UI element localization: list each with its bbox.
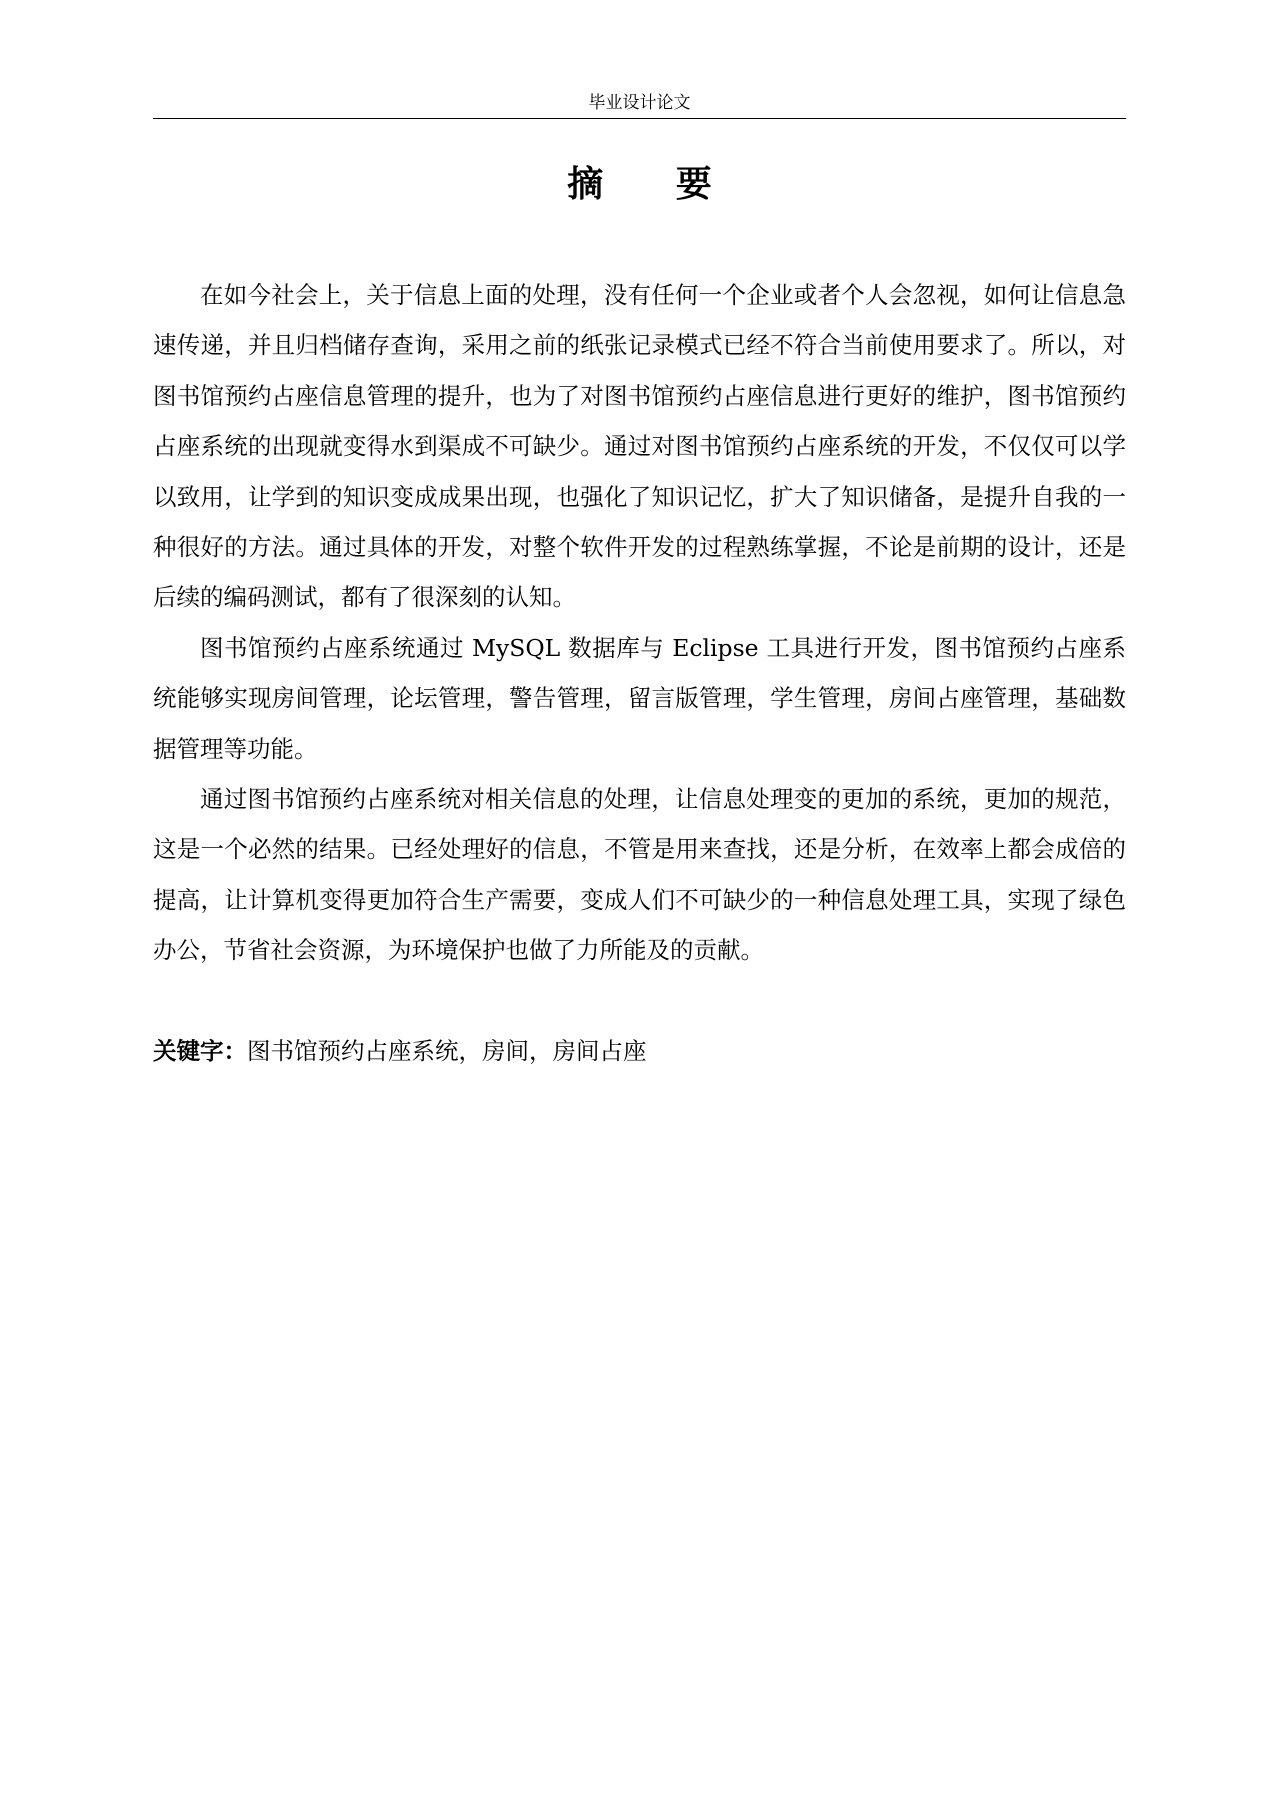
abstract-title: 摘 要 xyxy=(567,164,742,205)
abstract-body xyxy=(153,270,1126,976)
abstract-paragraph-3: 通过图书馆预约占座系统对相关信息的处理，让信息处理变的更加的系统，更加的规范，这是一个必然的结果。已经处理好的信息，不管是用来查找，还是分析，在效率上都会成倍的提高，让计算机变得更加符合生产需要，变成人们不可缺少的一种信息处理工具，实现了绿色办公，节省社会资源，为环境保护也做了力所能及的贡献。 xyxy=(153,785,1126,965)
header-rule xyxy=(153,118,1126,119)
abstract-paragraph-1: 在如今社会上，关于信息上面的处理，没有任何一个企业或者个人会忽视，如何让信息急速传递，并且归档储存查询，采用之前的纸张记录模式已经不符合当前使用要求了。所以，对图书馆预约占座信息管理的提升，也为了对图书馆预约占座信息进行更好的维护，图书馆预约占座系统的出现就变得水到渠成不可缺少。通过对图书馆预约占座系统的开发，不仅仅可以学以致用，让学到的知识变成成果出现，也强化了知识记忆，扩大了知识储备，是提升自我的一种很好的方法。通过具体的开发，对整个软件开发的过程熟练掌握，不论是前期的设计，还是后续的编码测试，都有了很深刻的认知。 xyxy=(153,281,1126,612)
abstract-paragraph-2: 图书馆预约占座系统通过 MySQL 数据库与 Eclipse 工具进行开发，图书馆预约占座系统能够实现房间管理，论坛管理，警告管理，留言版管理，学生管理，房间占座管理，基础数据管理等功能。 xyxy=(153,633,1126,763)
running-header: 毕业设计论文 xyxy=(588,93,691,113)
keywords-line xyxy=(153,1026,1126,1076)
keywords-text: 图书馆预约占座系统，房间，房间占座 xyxy=(247,1037,647,1065)
keywords-label: 关键字： xyxy=(153,1037,247,1065)
